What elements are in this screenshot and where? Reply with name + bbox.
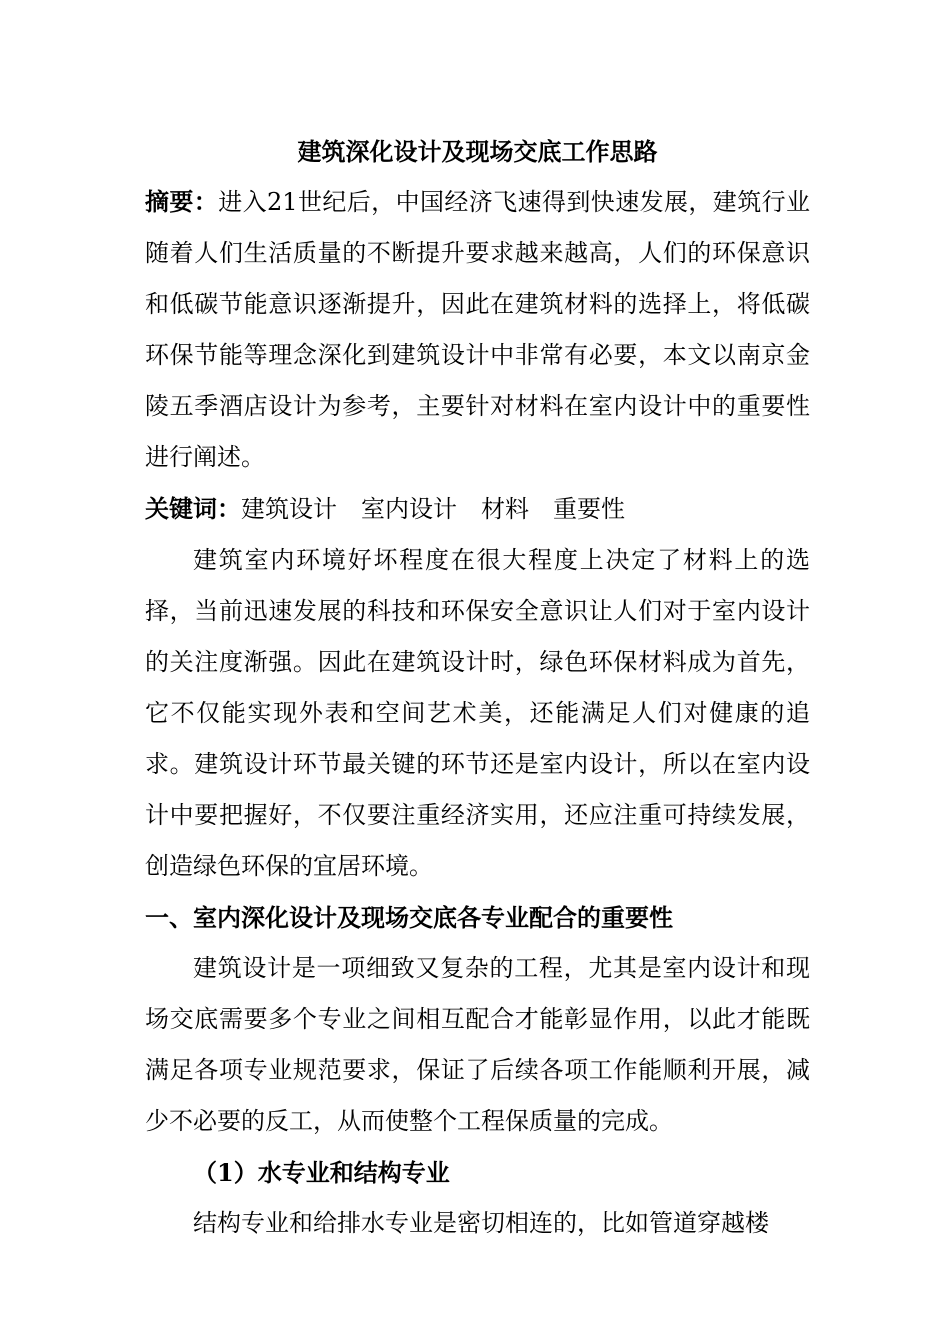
keyword-item: 材料	[481, 495, 529, 523]
keywords-line	[145, 483, 810, 535]
section-heading: 一、室内深化设计及现场交底各专业配合的重要性	[145, 903, 673, 932]
keyword-item: 建筑设计	[241, 495, 337, 523]
document-page	[145, 130, 810, 1249]
keyword-item: 室内设计	[361, 495, 457, 523]
abstract-paragraph	[145, 176, 810, 483]
subsection-paragraph: 结构专业和给排水专业是密切相连的，比如管道穿越楼	[193, 1209, 769, 1237]
document-title: 建筑深化设计及现场交底工作思路	[297, 137, 658, 166]
intro-paragraph: 建筑室内环境好坏程度在很大程度上决定了材料上的选择，当前迅速发展的科技和环保安全意识让人们对于室内设计的关注度渐强。因此在建筑设计时，绿色环保材料成为首先，它不仅能实现外表和空间艺术美，还能满足人们对健康的追求。建筑设计环节最关键的环节还是室内设计，所以在室内设计中要把握好，不仅要注重经济实用，还应注重可持续发展，创造绿色环保的宜居环境。	[145, 546, 810, 880]
keyword-item: 重要性	[553, 495, 625, 523]
abstract-text: 进入21世纪后，中国经济飞速得到快速发展，建筑行业随着人们生活质量的不断提升要求越来越高，人们的环保意识和低碳节能意识逐渐提升，因此在建筑材料的选择上，将低碳环保节能等理念深化到建筑设计中非常有必要，本文以南京金陵五季酒店设计为参考，主要针对材料在室内设计中的重要性进行阐述。	[145, 188, 811, 471]
subsection-heading: （1）水专业和结构专业	[193, 1158, 450, 1187]
abstract-label: 摘要：	[145, 187, 219, 216]
section-paragraph: 建筑设计是一项细致又复杂的工程，尤其是室内设计和现场交底需要多个专业之间相互配合才能彰显作用，以此才能既满足各项专业规范要求，保证了后续各项工作能顺利开展，减少不必要的反工，从而使整个工程保质量的完成。	[145, 954, 810, 1135]
keywords-label: 关键词：	[145, 494, 241, 523]
